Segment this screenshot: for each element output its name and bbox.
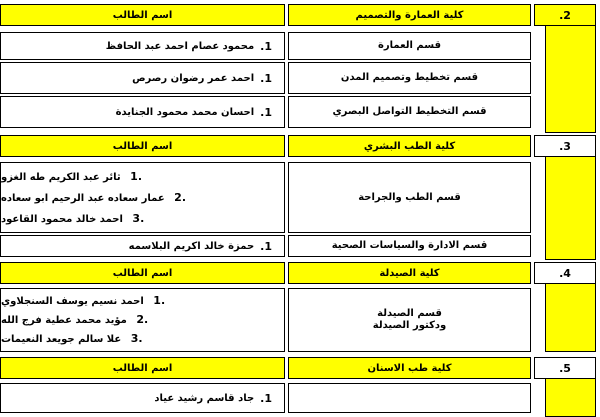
department-cell xyxy=(288,96,531,128)
row-number-filler xyxy=(545,284,596,352)
student-name: احمد نسيم يوسف السنجلاوي xyxy=(1,296,144,308)
row-number: .3 xyxy=(559,139,571,153)
student-number: .2 xyxy=(174,190,186,204)
student-number: .1 xyxy=(260,71,272,85)
student-header-label: اسم الطالب xyxy=(112,9,173,21)
student-header-label: اسم الطالب xyxy=(112,140,173,152)
student-name: احمد خالد محمود القاعود xyxy=(1,213,123,225)
student-header-label-cell xyxy=(0,357,285,379)
department-name: قسم التخطيط التواصل البصري xyxy=(332,106,487,118)
student-cell xyxy=(0,383,285,413)
student-line xyxy=(1,294,165,308)
department-name-line: ودكتور الصيدلة xyxy=(372,320,447,331)
college-name: كلية الصيدلة xyxy=(379,267,440,279)
college-name-cell xyxy=(288,262,531,284)
department-cell xyxy=(288,288,531,352)
row-number-filler xyxy=(545,379,596,417)
student-number: .1 xyxy=(260,105,272,119)
row-number-cell xyxy=(534,135,596,157)
student-number: .1 xyxy=(130,169,142,183)
student-header-label-cell xyxy=(0,262,285,284)
department-cell xyxy=(288,383,531,413)
student-header-label-cell xyxy=(0,4,285,26)
department-cell xyxy=(288,62,531,94)
department-name: قسم الادارة والسياسات الصحية xyxy=(331,240,488,252)
student-name: ثائر عبد الكريم طه الغزو xyxy=(1,171,121,183)
student-number: .3 xyxy=(130,331,143,345)
student-number: .1 xyxy=(260,391,272,405)
department-name-line: قسم الصيدلة xyxy=(377,308,442,319)
department-name: قسم العمارة xyxy=(378,40,441,52)
student-number: .1 xyxy=(260,239,272,253)
student-cell xyxy=(0,32,285,60)
student-line xyxy=(1,332,143,346)
college-name: كلية العمارة والتصميم xyxy=(355,9,464,21)
department-name: قسم تخطيط وتصميم المدن xyxy=(340,72,479,84)
row-number: .2 xyxy=(559,8,571,22)
student-name: احمد عمر رضوان رصرص xyxy=(132,72,255,84)
student-name: احسان محمد محمود الجنايدة xyxy=(115,106,255,118)
college-name: كلية طب الاسنان xyxy=(367,362,452,374)
student-line xyxy=(1,313,148,327)
student-name: علا سالم جويعد النعيمات xyxy=(1,333,122,345)
department-cell xyxy=(288,235,531,257)
college-name: كلية الطب البشري xyxy=(363,140,456,152)
student-name: محمود عصام احمد عبد الحافظ xyxy=(105,40,255,52)
row-number-cell xyxy=(534,262,596,284)
student-header-label-cell xyxy=(0,135,285,157)
student-name: مؤيد محمد عطية فرج الله xyxy=(1,314,127,326)
student-group-cell xyxy=(0,288,285,352)
college-name-cell xyxy=(288,4,531,26)
student-name: جاد قاسم رشيد عياد xyxy=(154,392,255,404)
row-number-filler xyxy=(545,157,596,260)
student-number: .2 xyxy=(136,312,149,326)
student-line xyxy=(1,212,144,226)
student-line xyxy=(1,191,186,205)
student-cell xyxy=(0,235,285,257)
department-cell xyxy=(288,162,531,233)
student-header-label: اسم الطالب xyxy=(112,362,173,374)
department-name: قسم الطب والجراحة xyxy=(358,191,461,203)
student-name: حمزة خالد اكريم البلاسمه xyxy=(128,240,255,252)
student-cell xyxy=(0,96,285,128)
row-number-cell xyxy=(534,4,596,26)
student-cell xyxy=(0,62,285,94)
college-name-cell xyxy=(288,357,531,379)
student-number: .3 xyxy=(132,211,145,225)
row-number-filler xyxy=(545,26,596,133)
student-number: .1 xyxy=(153,294,166,308)
student-line xyxy=(1,170,142,184)
student-group-cell xyxy=(0,162,285,233)
row-number-cell xyxy=(534,357,596,379)
row-number: .4 xyxy=(559,266,571,280)
student-name: عمار سعاده عبد الرحيم ابو سعاده xyxy=(1,192,165,204)
row-number: .5 xyxy=(559,361,571,375)
student-header-label: اسم الطالب xyxy=(112,267,173,279)
college-name-cell xyxy=(288,135,531,157)
department-cell xyxy=(288,32,531,60)
student-number: .1 xyxy=(260,39,272,53)
